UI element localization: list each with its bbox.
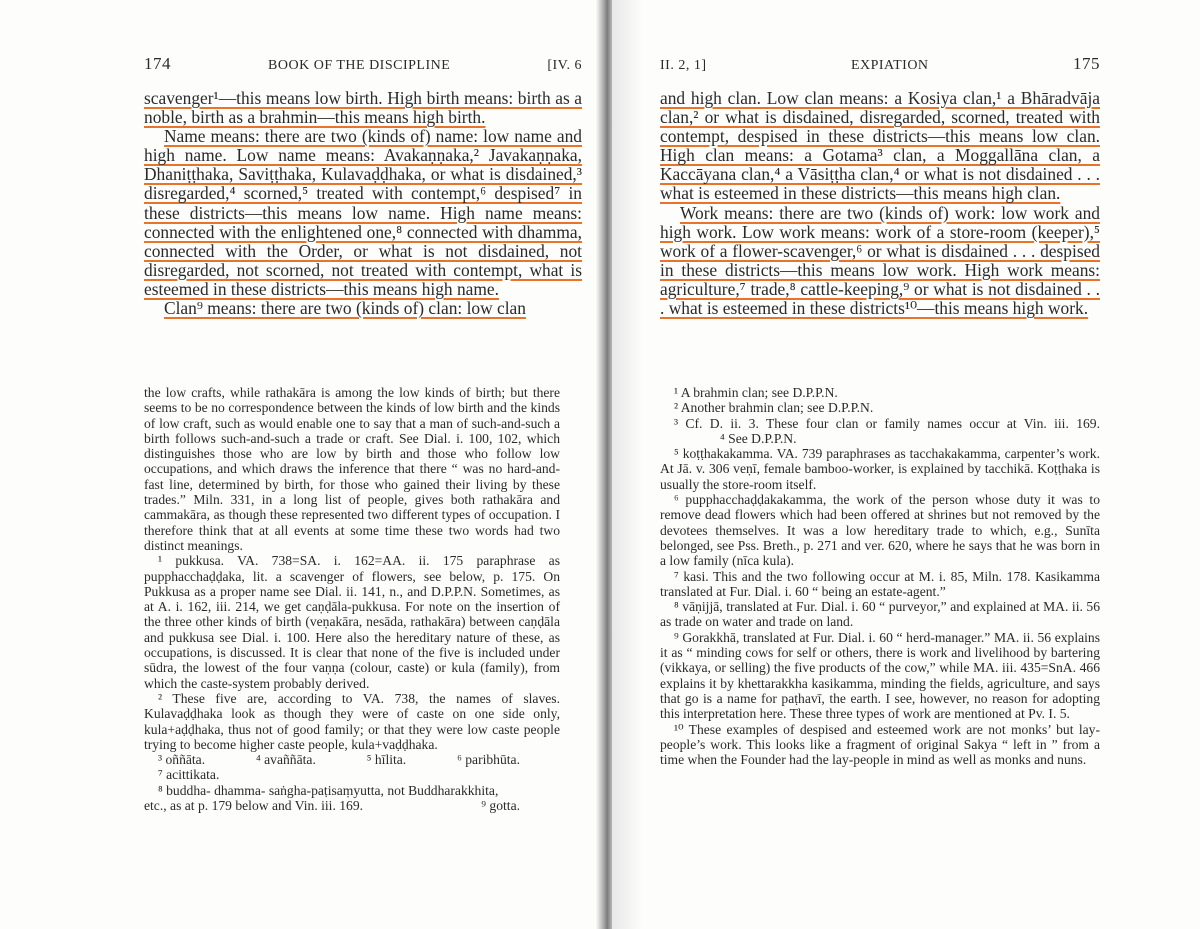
right-running-title: EXPIATION (850, 58, 929, 73)
left-page-number: 174 (144, 54, 171, 73)
footnote-text: ³ Cf. D. ii. 3. These four clan or family names occur at Vin. iii. 169. (674, 415, 1100, 431)
footnote: ⁶ pupphacchaḍḍakakamma, the work of the person whose duty it was to remove dead flowers which had been offered at shrines but not removed by the devotees themselves. It was a low hereditary trade to which, e.g., Sunīta belonged, see Pss. Breth., p. 271 and ver. 620, where he says that he was born in a low family (nīca kula). (660, 492, 1100, 569)
footnote: ⁹ Gorakkhā, translated at Fur. Dial. i. 60 “ herd-manager.” MA. ii. 56 explains it as “ minding cows for self or others, there is work and livelihood by bartering (vikkaya, or selling) the five products of the cow,” while MA. iii. 435=SnA. 466 explains it by khettarakkha kasikamma, minding the fields, agriculture, and says that go is a name for paṭhavī, the earth. I see, however, no reason for adopting this interpretation here. These three types of work are mentioned at Pv. I. 5. (660, 629, 1100, 722)
body-paragraph: Clan⁹ means: there are two (kinds of) clan: low clan (164, 298, 526, 319)
left-section-ref: [IV. 6 (547, 58, 582, 73)
left-body-text (144, 89, 582, 318)
footnote: ⁸ vāṇijjā, translated at Fur. Dial. i. 60 “ purveyor,” and explained at MA. ii. 56 as trade on water and trade on land. (660, 599, 1100, 630)
footnote: ⁵ koṭṭhakakamma. VA. 739 paraphrases as tacchakakamma, carpenter’s work. At Jā. v. 306 veṇī, female bamboo-worker, is explained by tacchikā. Koṭṭhaka is usually the store-room itself. (660, 446, 1100, 492)
footnote: ² These five are, according to VA. 738, the names of slaves. Kulavaḍḍhaka look as though they were of caste on one side only, kula+aḍḍhaka, thus not of good family; or that they were low caste people trying to become higher caste people, kula+vaḍḍhaka. (144, 690, 560, 752)
footnote: ² Another brahmin clan; see D.P.P.N. (674, 400, 874, 416)
left-footnotes (144, 385, 560, 813)
footnote: ¹ pukkusa. VA. 738=SA. i. 162=AA. ii. 175 paraphrase as pupphacchaḍḍaka, lit. a scavenger of flowers, see below, p. 175. On Pukkusa as a proper name see Dial. ii. 141, n., and D.P.P.N. Sometimes, as at A. i. 162, iii. 214, we get caṇḍāla-pukkusa. For note on the insertion of the three other kinds of birth (veṇakāra, nesāda, rathakāra) between caṇḍāla and pukkusa see Dial. i. 100. Here also the hereditary nature of these, as occupations, is discussed. It is clear that none of the five is included under sūdra, the lowest of the four vaṇṇa (colour, caste) or kula (family), from which the caste-system probably derived. (144, 553, 560, 691)
footnote-row (144, 798, 560, 813)
footnote: ⁷ acittikata. (158, 767, 220, 783)
footnote: ³ oññāta. (158, 752, 206, 768)
footnote: ⁶ paribhūta. (457, 752, 520, 768)
body-paragraph: and high clan. Low clan means: a Kosiya clan,¹ a Bhāradvāja clan,² or what is disdained, disregarded, scorned, treated with contempt, despised in these districts—this means low clan. High clan means: a Gotama³ clan, a Moggallāna clan, a Kaccāyana clan,⁴ a Vāsiṭṭha clan,⁴ or what is not disdained . . . what is esteemed in these districts—this means high clan. (660, 88, 1100, 204)
body-paragraph: Name means: there are two (kinds of) name: low name and high name. Low name means: Avakaṇṇaka,² Javakaṇṇaka, Dhaniṭṭhaka, Saviṭṭhaka, Kulavaḍḍhaka, or what is disdained,³ disregarded,⁴ scorned,⁵ treated with contempt,⁶ despised⁷ in these districts—this means low name. High name means: connected with the enlightened one,⁸ connected with dhamma, connected with the Order, or what is not disdained, not disregarded, not scorned, not treated with contempt, what is esteemed in these districts—this means high name. (144, 126, 582, 299)
right-running-head (660, 54, 1100, 78)
right-page (612, 0, 1200, 929)
footnote: ⁷ kasi. This and the two following occur at M. i. 85, Miln. 178. Kasikamma translated at Fur. Dial. i. 60 “ being an estate-agent.” (660, 568, 1100, 599)
footnote: ¹⁰ These examples of despised and esteemed work are not monks’ but lay-people’s work. This looks like a fragment of original Sakya “ left in ” from a time when the Founder had the lay-people in mind as well as monks and nuns. (660, 721, 1100, 768)
footnote: ⁵ hīlita. (366, 752, 407, 768)
footnote: ⁹ gotta. (481, 798, 520, 814)
left-running-title: BOOK OF THE DISCIPLINE (268, 58, 451, 73)
footnote: ⁴ avaññāta. (256, 752, 316, 768)
right-body-text (660, 89, 1100, 318)
right-footnotes (660, 385, 1100, 767)
right-page-number: 175 (1072, 54, 1100, 73)
footnote: ⁸ buddha- dhamma- saṅgha-paṭisaṃyutta, not Buddharakkhita, (158, 782, 499, 798)
body-paragraph: Work means: there are two (kinds of) work: low work and high work. Low work means: work of a store-room (keeper),⁵ work of a flower-scavenger,⁶ or what is disdained . . . despised in these districts—this means low work. High work means: agriculture,⁷ trade,⁸ cattle-keeping,⁹ or what is not disdained . . . what is esteemed in these districts¹⁰—this means high work. (660, 202, 1100, 319)
footnote: etc., as at p. 179 below and Vin. iii. 169. (144, 798, 364, 814)
footnote-row (144, 752, 560, 767)
body-paragraph: scavenger¹—this means low birth. High birth means: birth as a noble, birth as a brahmin—this means high birth. (144, 88, 582, 128)
right-section-ref: II. 2, 1] (660, 58, 707, 73)
footnote: ¹ A brahmin clan; see D.P.P.N. (674, 385, 838, 400)
left-running-head (144, 54, 582, 78)
footnote-text: ⁴ See D.P.P.N. (720, 430, 797, 446)
footnote-continuation: the low crafts, while rathakāra is among the low kinds of birth; but there seems to be no correspondence between the kinds of low birth and the kinds of low craft, such as would enable one to say that a man of such-and-such a birth follows such-and-such a trade or craft. See Dial. i. 100, 102, which distinguishes those who are low by birth and those who follow low occupations, and which draws the inference that there “ was no hard-and-fast line, determined by birth, for those who gained their living by these trades.” Miln. 331, in a long list of people, gives both rathakāra and cammakāra, as though these represented two different types of occupation. I therefore think that at all events at some time these two words had two distinct meanings. (144, 385, 560, 553)
footnote (660, 416, 1100, 447)
